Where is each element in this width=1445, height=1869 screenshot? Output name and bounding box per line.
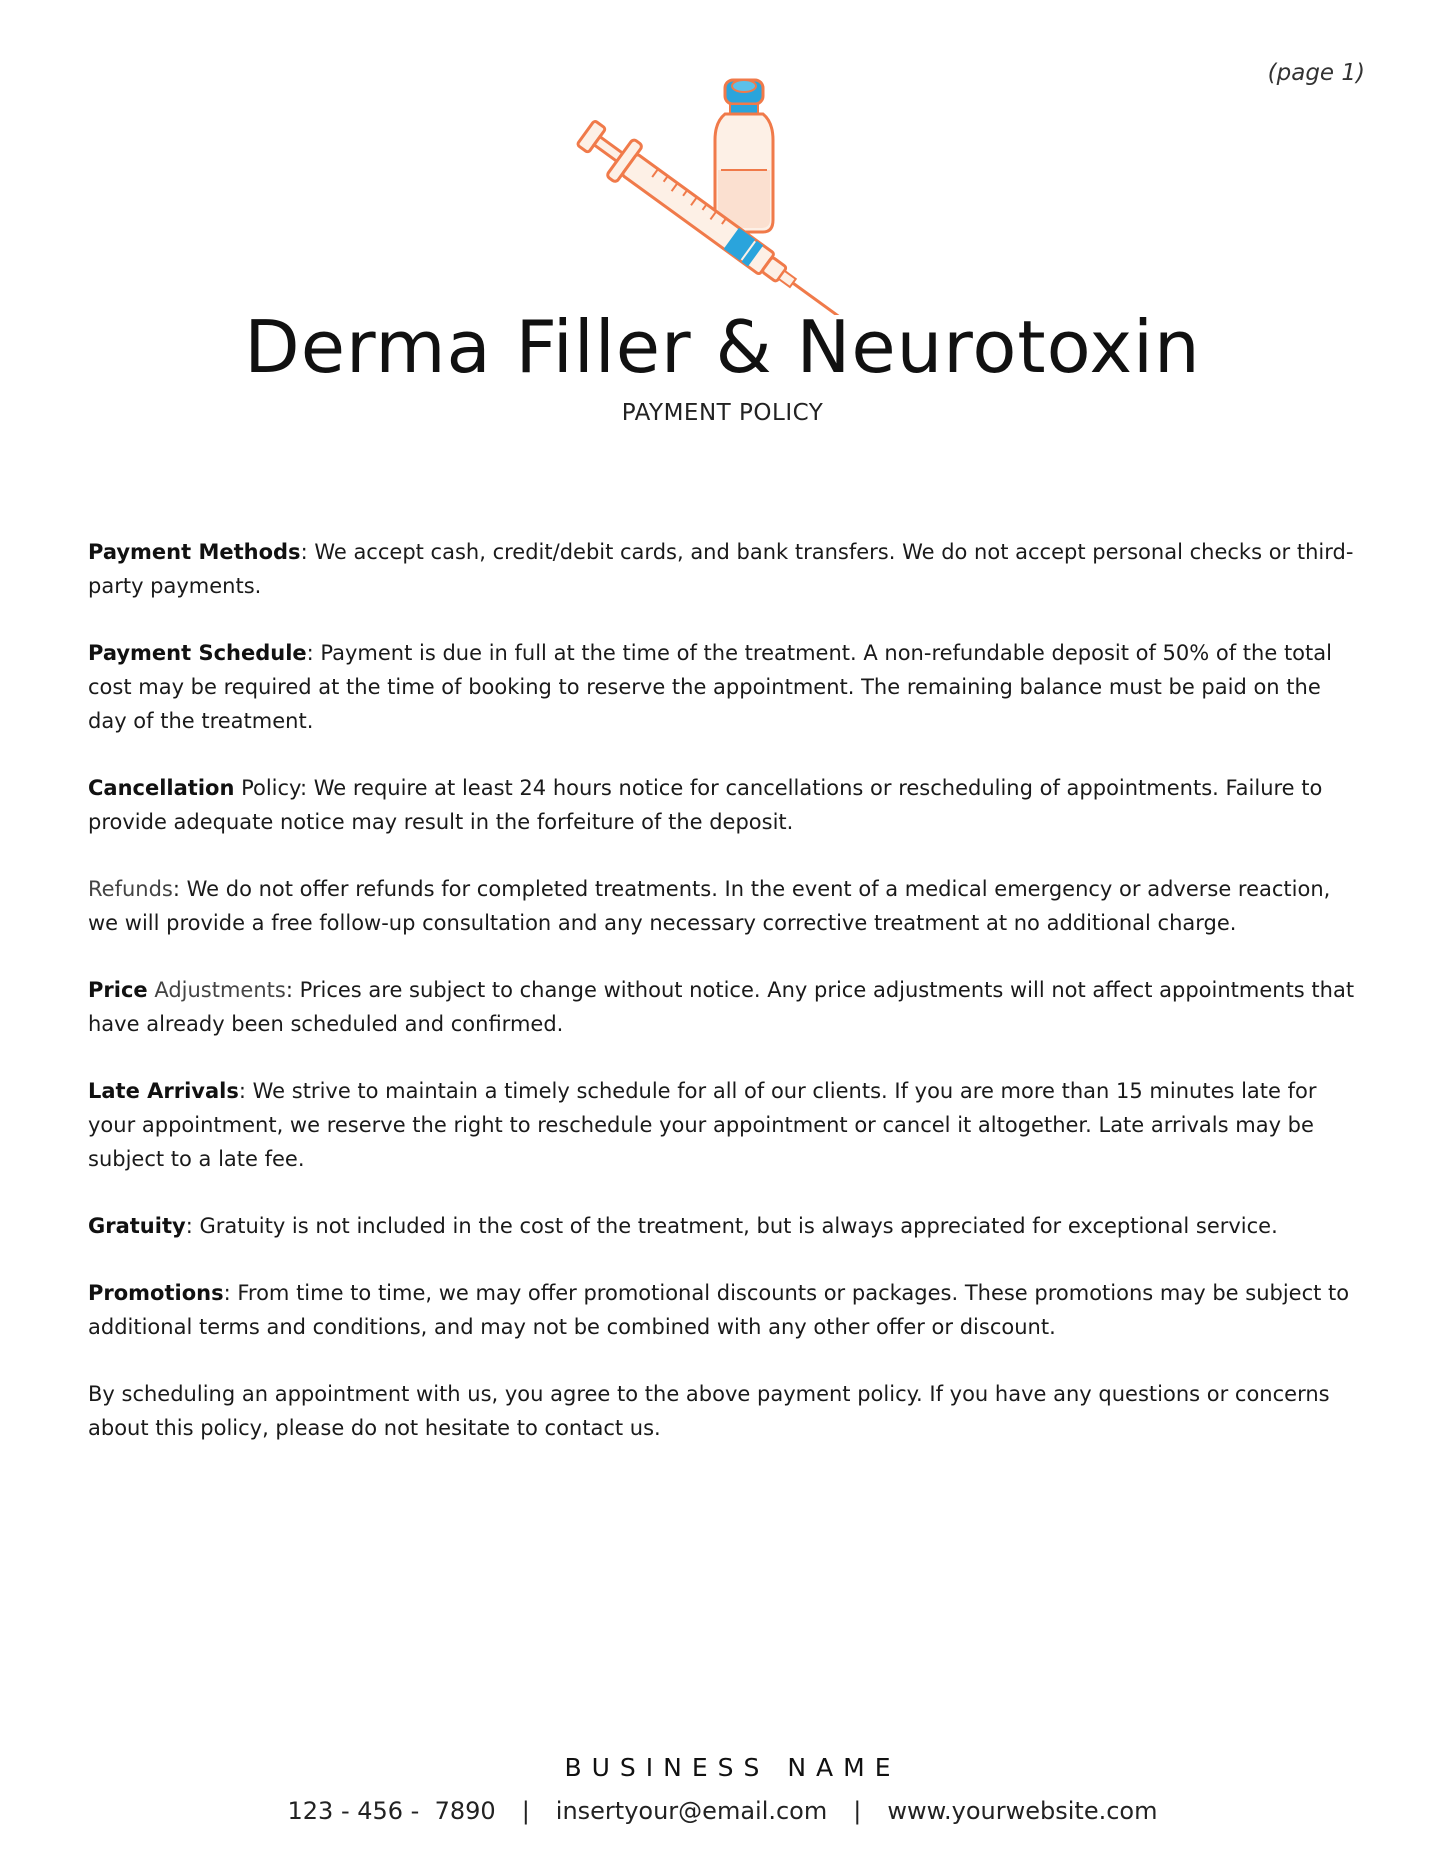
policy-term: Cancellation [88, 776, 235, 800]
policy-term: Late Arrivals [88, 1079, 239, 1103]
policy-term: Payment Schedule [88, 641, 307, 665]
policy-term-rest: Policy [234, 776, 300, 800]
phone-number: 123 - 456 - 7890 [287, 1797, 496, 1825]
policy-term-rest: Adjustments [147, 978, 286, 1002]
policy-payment-schedule [88, 636, 1360, 738]
policy-agreement: By scheduling an appointment with us, you agree to the above payment policy. If you have any questions or concerns about this policy, please do not hesitate to contact us. [88, 1382, 1330, 1440]
website-link[interactable]: www.yourwebsite.com [887, 1797, 1158, 1825]
policy-promotions [88, 1276, 1360, 1344]
policy-text: : Prices are subject to change without notice. Any price adjustments will not affect appointments that have already been scheduled and confirmed. [88, 978, 1355, 1036]
policy-text: : Gratuity is not included in the cost of the treatment, but is always appreciated for exceptional service. [185, 1214, 1278, 1238]
separator: | [853, 1797, 862, 1825]
separator: | [521, 1797, 530, 1825]
document-subtitle: PAYMENT POLICY [621, 400, 824, 426]
email-address[interactable]: insertyour@email.com [555, 1797, 828, 1825]
policy-refunds [88, 872, 1360, 940]
policy-text: : We accept cash, credit/debit cards, and bank transfers. We do not accept personal checks or third-party payments. [88, 540, 1354, 598]
policy-text: : Payment is due in full at the time of the treatment. A non-refundable deposit of 50% of the total cost may be required at the time of booking to reserve the appointment. The remaining balance must be paid on the day of the treatment. [88, 641, 1332, 733]
policy-body [88, 535, 1360, 1478]
business-name: BUSINESS NAME [564, 1753, 901, 1782]
policy-cancellation [88, 771, 1360, 839]
page-number-label: (page 1) [1267, 60, 1365, 86]
syringe-and-vial-icon [575, 70, 885, 315]
policy-late-arrivals [88, 1074, 1360, 1176]
policy-text: : We do not offer refunds for completed treatments. In the event of a medical emergency or adverse reaction, we will provide a free follow-up consultation and any necessary corrective treatment at no additional charge. [88, 877, 1331, 935]
policy-term: Refunds [88, 877, 173, 901]
policy-gratuity [88, 1209, 1360, 1243]
policy-term: Price [88, 978, 148, 1002]
policy-price-adjustments [88, 973, 1360, 1041]
policy-text: : We require at least 24 hours notice for cancellations or rescheduling of appointments. Failure to provide adequate notice may result in the forfeiture of the deposit. [88, 776, 1323, 834]
footer-contact [0, 1797, 1445, 1825]
policy-text: : We strive to maintain a timely schedule for all of our clients. If you are more than 15 minutes late for your appointment, we reserve the right to reschedule your appointment or cancel it altogether. Late arrivals may be subject to a late fee. [88, 1079, 1317, 1171]
policy-payment-methods [88, 535, 1360, 603]
policy-term: Promotions [88, 1281, 224, 1305]
vial-icon [715, 80, 773, 232]
policy-term: Payment Methods [88, 540, 301, 564]
policy-text: : From time to time, we may offer promotional discounts or packages. These promotions may be subject to additional terms and conditions, and may not be combined with any other offer or discount. [88, 1281, 1350, 1339]
policy-term: Gratuity [88, 1214, 186, 1238]
document-title: Derma Filler & Neurotoxin [244, 305, 1201, 389]
